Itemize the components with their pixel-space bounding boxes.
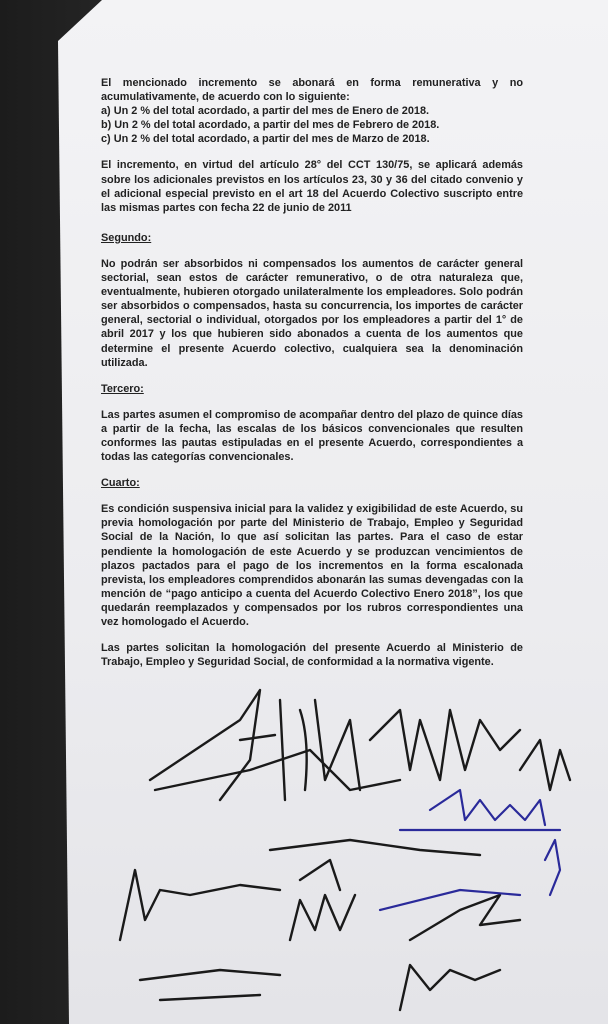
signature xyxy=(155,750,400,790)
document-body xyxy=(101,76,523,669)
signature xyxy=(150,690,275,800)
signature xyxy=(400,790,560,830)
signature xyxy=(140,970,280,1000)
segundo-body: No podrán ser absorbidos ni compensados los aumentos de carácter general sectorial, sean estos de carácter remunerativo, o de otra naturaleza que, eventualmente, hubieren otorgado unilateralmente los empleadores. Solo podrán ser absorbidos o compensados, hasta su concurrencia, los importes de carácter general, sectorial o individual, otorgados por los empleadores a partir del 1° de abril 2017 y los que hubieren sido abonados a cuenta de los aumentos que determine el presente Acuerdo colectivo, cualquiera sea la denominación utilizada. xyxy=(101,257,523,369)
heading-cuarto: Cuarto: xyxy=(101,477,140,490)
cuarto-body: Es condición suspensiva inicial para la validez y exigibilidad de este Acuerdo, su previa homologación por parte del Ministerio de Trabajo, Empleo y Seguridad Social de la Nación, lo que así solicitan las partes. Para el caso de estar pendiente la homologación de este Acuerdo y se produzcan vencimientos de plazos pactados para el pago de los incrementos en la forma escalonada prevista, los empleadores comprendidos abonarán las sumas devengadas con la mención de “pago anticipo a cuenta del Acuerdo Colectivo Enero 2018”, los que quedarán reemplazados y compensados por los rubros correspondientes una vez homologado el Acuerdo. xyxy=(101,503,523,628)
signature xyxy=(520,740,570,790)
signature xyxy=(380,890,520,910)
signature xyxy=(545,840,560,895)
list-item: c) Un 2 % del total acordado, a partir del mes de Marzo de 2018. xyxy=(101,133,430,146)
heading-tercero: Tercero: xyxy=(101,382,144,395)
signature xyxy=(370,710,520,780)
signatures-area xyxy=(100,680,600,1024)
list-item: b) Un 2 % del total acordado, a partir del mes de Febrero de 2018. xyxy=(101,119,440,132)
signature xyxy=(400,965,500,1010)
increment-paragraph: El incremento, en virtud del artículo 28° del CCT 130/75, se aplicará además sobre los adicionales previstos en los artículos 23, 30 y 36 del citado convenio y el adicional especial previsto en el art 18 del Acuerdo Colectivo suscripto entre las mismas partes con fecha 22 de junio de 2011 xyxy=(101,159,523,214)
signature xyxy=(410,895,520,940)
list-item: a) Un 2 % del total acordado, a partir del mes de Enero de 2018. xyxy=(101,105,430,118)
heading-segundo: Segundo: xyxy=(101,231,152,244)
tercero-body: Las partes asumen el compromiso de acompañar dentro del plazo de quince días a partir de la fecha, las escalas de los básicos convencionales que resulten conformes las pautas estipuladas en el presente Acuerdo, correspondientes a todas las categorías convencionales. xyxy=(101,408,523,464)
signature xyxy=(270,840,480,890)
signature xyxy=(290,895,355,940)
intro-paragraph: El mencionado incremento se abonará en forma remunerativa y no acumulativamente, de acuerdo con lo siguiente: xyxy=(101,77,523,104)
signature xyxy=(120,870,280,940)
signature xyxy=(280,700,360,800)
closing-paragraph: Las partes solicitan la homologación del presente Acuerdo al Ministerio de Trabajo, Empleo y Seguridad Social, de conformidad a la normativa vigente. xyxy=(101,642,523,669)
